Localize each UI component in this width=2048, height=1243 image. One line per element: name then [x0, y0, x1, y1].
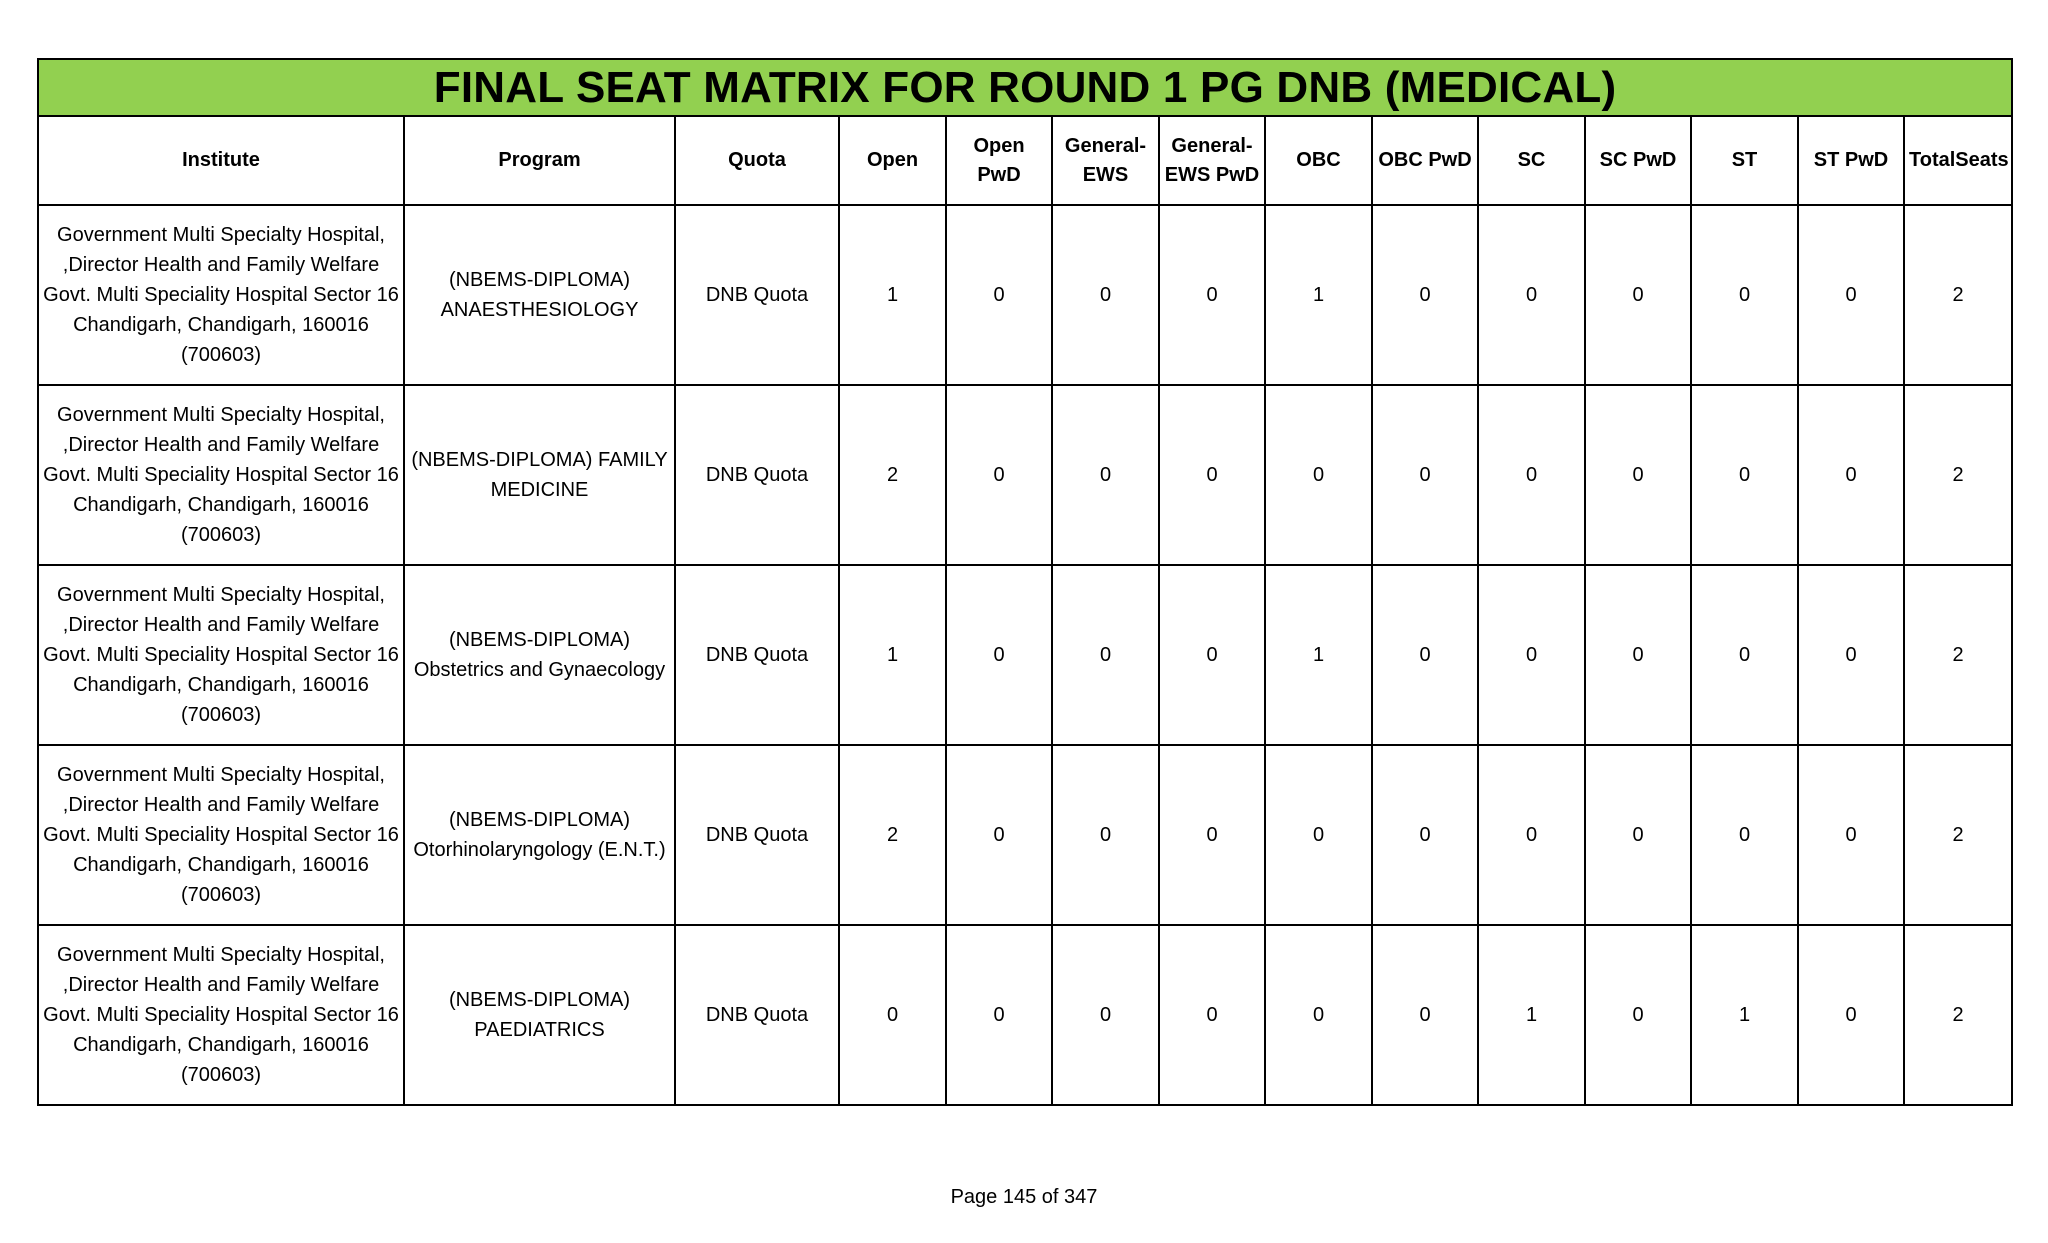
page-title: FINAL SEAT MATRIX FOR ROUND 1 PG DNB (MEDICAL): [38, 59, 2012, 116]
st-pwd-cell: 0: [1798, 205, 1904, 385]
table-row: [38, 925, 2012, 1105]
total-seats-cell: 2: [1904, 205, 2012, 385]
sc-pwd-cell: 0: [1585, 745, 1691, 925]
general-ews-cell: 0: [1052, 925, 1159, 1105]
table-row: [38, 745, 2012, 925]
obc-pwd-cell: 0: [1372, 385, 1478, 565]
open-cell: 1: [839, 565, 946, 745]
obc-pwd-cell: 0: [1372, 925, 1478, 1105]
open-pwd-cell: 0: [946, 565, 1052, 745]
open-cell: 0: [839, 925, 946, 1105]
sc-cell: 0: [1478, 385, 1585, 565]
institute-cell: Government Multi Specialty Hospital, ,Director Health and Family Welfare Govt. Multi Speciality Hospital Sector 16 Chandigarh, Chandigarh, 160016 (700603): [38, 925, 404, 1105]
sc-cell: 0: [1478, 745, 1585, 925]
column-header-general-ews-pwd: General-EWS PwD: [1159, 116, 1265, 205]
total-seats-cell: 2: [1904, 745, 2012, 925]
obc-cell: 0: [1265, 385, 1372, 565]
st-cell: 0: [1691, 565, 1798, 745]
open-pwd-cell: 0: [946, 925, 1052, 1105]
sc-pwd-cell: 0: [1585, 205, 1691, 385]
open-cell: 2: [839, 745, 946, 925]
header-row: [38, 116, 2012, 205]
column-header-st-pwd: ST PwD: [1798, 116, 1904, 205]
quota-cell: DNB Quota: [675, 745, 839, 925]
column-header-general-ews: General-EWS: [1052, 116, 1159, 205]
sc-pwd-cell: 0: [1585, 385, 1691, 565]
total-seats-cell: 2: [1904, 565, 2012, 745]
column-header-open: Open: [839, 116, 946, 205]
column-header-sc: SC: [1478, 116, 1585, 205]
obc-pwd-cell: 0: [1372, 565, 1478, 745]
open-cell: 1: [839, 205, 946, 385]
column-header-total-seats: TotalSeats: [1904, 116, 2012, 205]
obc-cell: 1: [1265, 205, 1372, 385]
column-header-program: Program: [404, 116, 675, 205]
general-ews-pwd-cell: 0: [1159, 925, 1265, 1105]
obc-pwd-cell: 0: [1372, 745, 1478, 925]
general-ews-pwd-cell: 0: [1159, 745, 1265, 925]
open-pwd-cell: 0: [946, 385, 1052, 565]
institute-cell: Government Multi Specialty Hospital, ,Director Health and Family Welfare Govt. Multi Speciality Hospital Sector 16 Chandigarh, Chandigarh, 160016 (700603): [38, 385, 404, 565]
column-header-st: ST: [1691, 116, 1798, 205]
st-cell: 0: [1691, 745, 1798, 925]
column-header-quota: Quota: [675, 116, 839, 205]
st-pwd-cell: 0: [1798, 925, 1904, 1105]
page-number: Page 145 of 347: [950, 1186, 1098, 1208]
general-ews-cell: 0: [1052, 565, 1159, 745]
open-cell: 2: [839, 385, 946, 565]
sc-cell: 0: [1478, 205, 1585, 385]
table-row: [38, 565, 2012, 745]
open-pwd-cell: 0: [946, 745, 1052, 925]
sc-cell: 0: [1478, 565, 1585, 745]
column-header-obc: OBC: [1265, 116, 1372, 205]
quota-cell: DNB Quota: [675, 205, 839, 385]
open-pwd-cell: 0: [946, 205, 1052, 385]
program-cell: (NBEMS-DIPLOMA) PAEDIATRICS: [404, 925, 675, 1105]
st-cell: 0: [1691, 385, 1798, 565]
program-cell: (NBEMS-DIPLOMA) Otorhinolaryngology (E.N.T.): [404, 745, 675, 925]
st-cell: 1: [1691, 925, 1798, 1105]
obc-cell: 0: [1265, 925, 1372, 1105]
general-ews-cell: 0: [1052, 385, 1159, 565]
institute-cell: Government Multi Specialty Hospital, ,Director Health and Family Welfare Govt. Multi Speciality Hospital Sector 16 Chandigarh, Chandigarh, 160016 (700603): [38, 745, 404, 925]
program-cell: (NBEMS-DIPLOMA) Obstetrics and Gynaecology: [404, 565, 675, 745]
quota-cell: DNB Quota: [675, 925, 839, 1105]
obc-cell: 0: [1265, 745, 1372, 925]
general-ews-pwd-cell: 0: [1159, 565, 1265, 745]
st-pwd-cell: 0: [1798, 385, 1904, 565]
sc-pwd-cell: 0: [1585, 925, 1691, 1105]
st-pwd-cell: 0: [1798, 565, 1904, 745]
quota-cell: DNB Quota: [675, 565, 839, 745]
column-header-open-pwd: Open PwD: [946, 116, 1052, 205]
general-ews-pwd-cell: 0: [1159, 385, 1265, 565]
general-ews-cell: 0: [1052, 205, 1159, 385]
quota-cell: DNB Quota: [675, 385, 839, 565]
program-cell: (NBEMS-DIPLOMA) FAMILY MEDICINE: [404, 385, 675, 565]
column-header-obc-pwd: OBC PwD: [1372, 116, 1478, 205]
seat-matrix-table: [37, 58, 2013, 1106]
table-row: [38, 205, 2012, 385]
column-header-sc-pwd: SC PwD: [1585, 116, 1691, 205]
table-row: [38, 385, 2012, 565]
general-ews-cell: 0: [1052, 745, 1159, 925]
obc-pwd-cell: 0: [1372, 205, 1478, 385]
st-pwd-cell: 0: [1798, 745, 1904, 925]
st-cell: 0: [1691, 205, 1798, 385]
column-header-institute: Institute: [38, 116, 404, 205]
institute-cell: Government Multi Specialty Hospital, ,Director Health and Family Welfare Govt. Multi Speciality Hospital Sector 16 Chandigarh, Chandigarh, 160016 (700603): [38, 205, 404, 385]
total-seats-cell: 2: [1904, 385, 2012, 565]
sc-cell: 1: [1478, 925, 1585, 1105]
institute-cell: Government Multi Specialty Hospital, ,Director Health and Family Welfare Govt. Multi Speciality Hospital Sector 16 Chandigarh, Chandigarh, 160016 (700603): [38, 565, 404, 745]
general-ews-pwd-cell: 0: [1159, 205, 1265, 385]
program-cell: (NBEMS-DIPLOMA) ANAESTHESIOLOGY: [404, 205, 675, 385]
total-seats-cell: 2: [1904, 925, 2012, 1105]
obc-cell: 1: [1265, 565, 1372, 745]
sc-pwd-cell: 0: [1585, 565, 1691, 745]
